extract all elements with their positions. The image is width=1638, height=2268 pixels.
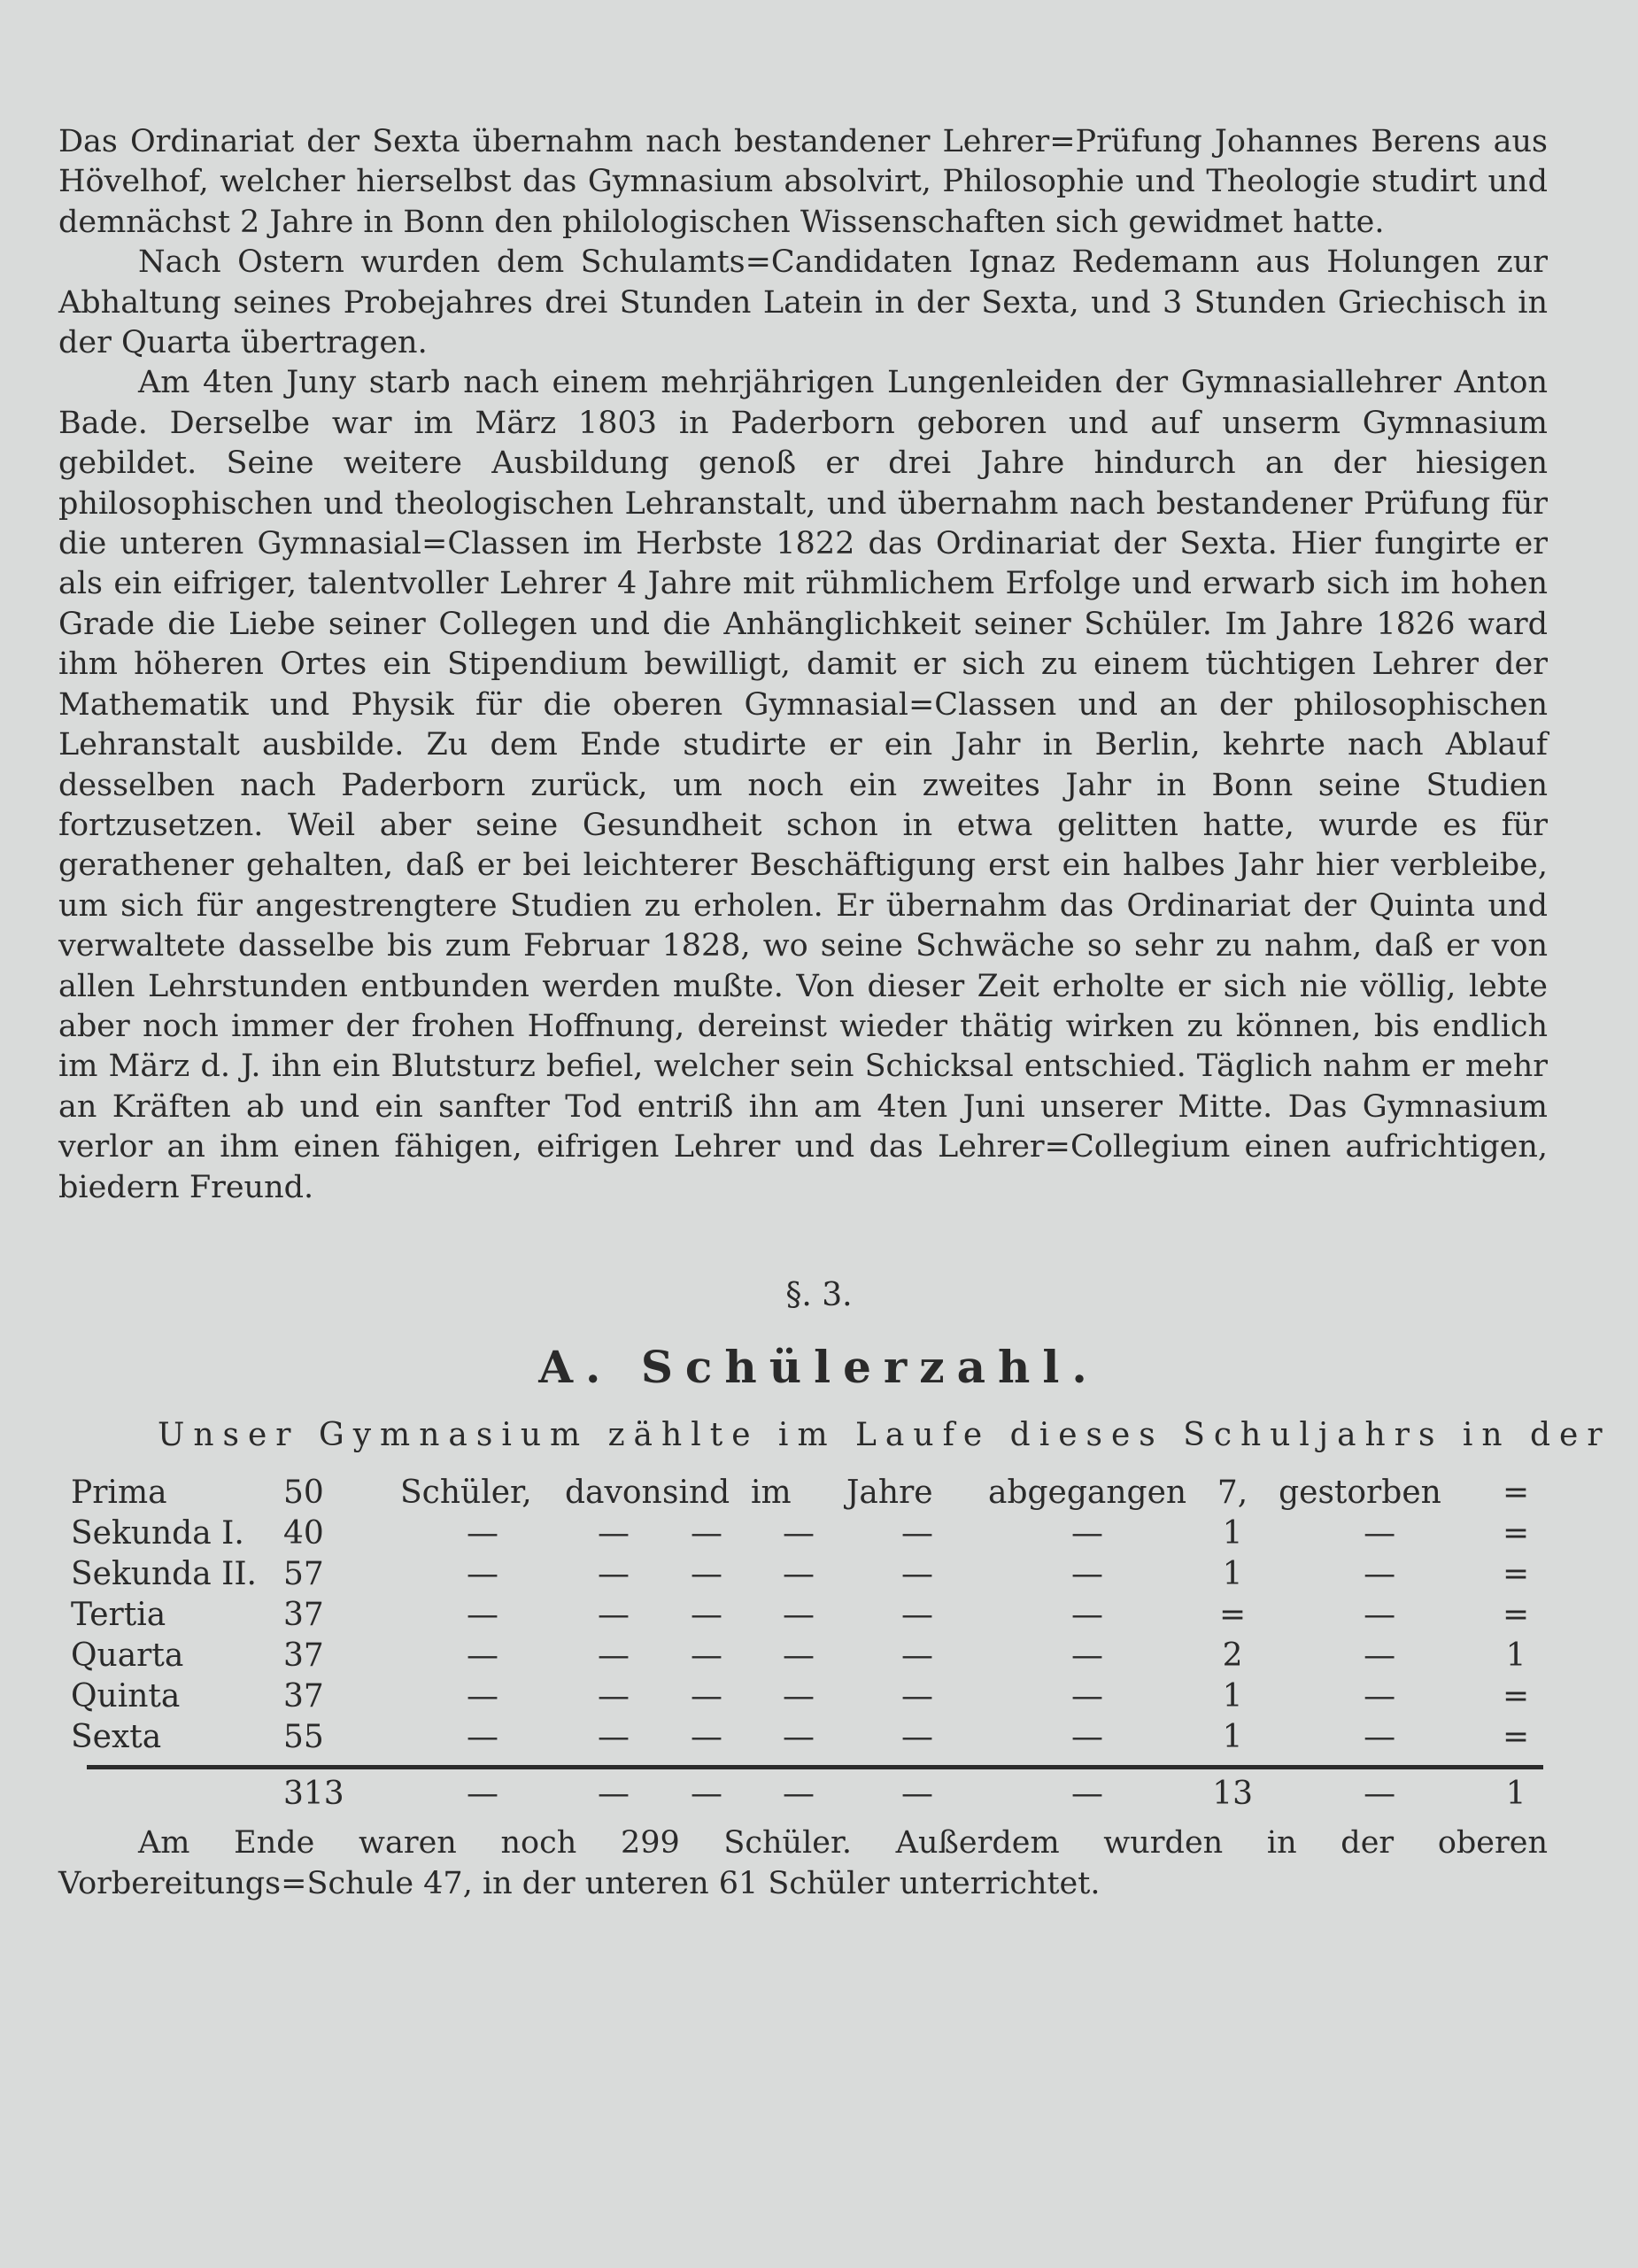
ditto-dash: — (598, 1596, 630, 1633)
total-count: 313 (283, 1776, 344, 1812)
ditto-dash: — (901, 1514, 933, 1552)
table-row (71, 1472, 1551, 1513)
ditto-dash: — (467, 1677, 498, 1715)
total-departed: 13 (1212, 1776, 1253, 1812)
section-heading: A. Schülerzahl. (538, 1341, 1100, 1393)
table-row (71, 1513, 1551, 1553)
student-count: 57 (283, 1555, 324, 1592)
ditto-dash: — (467, 1514, 498, 1552)
ditto-dash: — (467, 1637, 498, 1674)
total-rule-divider (87, 1765, 1543, 1769)
ditto-dash: — (1364, 1637, 1396, 1674)
ditto-dash: — (1071, 1596, 1104, 1633)
departed-count: 1 (1222, 1514, 1243, 1552)
ditto-dash: — (598, 1555, 630, 1592)
student-count: 55 (283, 1718, 324, 1755)
ditto-dash: — (901, 1677, 933, 1715)
ditto-dash: — (783, 1776, 815, 1812)
deceased-count: = (1503, 1514, 1530, 1552)
ditto-dash: — (598, 1718, 630, 1755)
header-word: davon (565, 1474, 662, 1511)
student-count: 40 (283, 1514, 324, 1552)
departed-count: 1 (1222, 1677, 1243, 1715)
closing-text (58, 1823, 1548, 1904)
student-count: 37 (283, 1596, 324, 1633)
ditto-dash: — (783, 1677, 815, 1715)
student-count-table (71, 1472, 1551, 1812)
ditto-dash: — (901, 1776, 933, 1812)
ditto-dash: — (1364, 1596, 1396, 1633)
class-name: Tertia (71, 1596, 166, 1633)
deceased-count: = (1503, 1596, 1530, 1633)
ditto-dash: — (691, 1514, 722, 1552)
deceased-count: = (1503, 1555, 1530, 1592)
ditto-dash: — (467, 1776, 498, 1812)
student-count: 37 (283, 1637, 324, 1674)
table-row (71, 1553, 1551, 1594)
ditto-dash: — (467, 1596, 498, 1633)
ditto-dash: — (1364, 1776, 1396, 1812)
ditto-dash: — (691, 1596, 722, 1633)
ditto-dash: — (901, 1596, 933, 1633)
class-name: Sekunda II. (71, 1555, 257, 1592)
table-row (71, 1676, 1551, 1716)
class-name: Quinta (71, 1677, 181, 1715)
ditto-dash: — (1071, 1677, 1104, 1715)
ditto-dash: — (1071, 1514, 1104, 1552)
ditto-dash: — (467, 1718, 498, 1755)
departed-count: 1 (1222, 1555, 1243, 1592)
ditto-dash: — (1071, 1555, 1104, 1592)
departed-count: 2 (1222, 1637, 1243, 1674)
deceased-count: = (1503, 1677, 1530, 1715)
ditto-dash: — (1364, 1718, 1396, 1755)
class-name: Quarta (71, 1637, 184, 1674)
student-count: 50 (283, 1474, 324, 1511)
class-name: Sekunda I. (71, 1514, 244, 1552)
ditto-dash: — (901, 1555, 933, 1592)
deceased-count: = (1503, 1718, 1530, 1755)
table-row (71, 1635, 1551, 1676)
ditto-dash: — (783, 1637, 815, 1674)
table-intro: Unser Gymnasium zählte im Laufe dieses Schuljahrs in der (158, 1417, 1611, 1453)
ditto-dash: — (691, 1677, 722, 1715)
ditto-dash: — (1071, 1718, 1104, 1755)
header-word: Jahre (846, 1474, 933, 1511)
body-text (58, 122, 1548, 1208)
ditto-dash: — (1364, 1514, 1396, 1552)
paragraph-ordinariat: Das Ordinariat der Sexta übernahm nach bestandener Lehrer=Prüfung Johannes Berens aus Hövelhof, welcher hierselbst das Gymnasium absolvirt, Philosophie und Theologie studirt und demnächst 2 Jahre in Bonn den philologischen Wissenschaften sich gewidmet hatte. (58, 124, 1548, 240)
departed-count: 1 (1222, 1718, 1243, 1755)
ditto-dash: — (1364, 1677, 1396, 1715)
header-word: Schüler, (400, 1474, 532, 1511)
ditto-dash: — (783, 1718, 815, 1755)
section-number: §. 3. (785, 1277, 853, 1313)
class-name: Sexta (71, 1718, 162, 1755)
ditto-dash: — (1364, 1555, 1396, 1592)
ditto-dash: — (691, 1555, 722, 1592)
ditto-dash: — (901, 1718, 933, 1755)
ditto-dash: — (467, 1555, 498, 1592)
deceased-count: 1 (1505, 1637, 1526, 1674)
ditto-dash: — (1071, 1637, 1104, 1674)
ditto-dash: — (783, 1555, 815, 1592)
ditto-dash: — (783, 1596, 815, 1633)
ditto-dash: — (598, 1637, 630, 1674)
ditto-dash: — (691, 1718, 722, 1755)
ditto-dash: — (691, 1776, 722, 1812)
ditto-dash: — (691, 1637, 722, 1674)
header-word: abgegangen (988, 1474, 1187, 1511)
ditto-dash: — (1071, 1776, 1104, 1812)
ditto-dash: — (598, 1677, 630, 1715)
total-deceased: 1 (1505, 1776, 1526, 1812)
table-row (71, 1716, 1551, 1757)
header-word: gestorben (1279, 1474, 1441, 1511)
ditto-dash: — (598, 1776, 630, 1812)
class-name: Prima (71, 1474, 167, 1511)
ditto-dash: — (783, 1514, 815, 1552)
table-row (71, 1594, 1551, 1635)
paragraph-bade-obituary: Am 4ten Juny starb nach einem mehrjährigen Lungenleiden der Gymnasiallehrer Anton Bade. Derselbe war im März 1803 in Paderborn geboren und auf unserm Gymnasium gebildet. Seine weitere Ausbildung genoß er drei Jahre hindurch an der hiesigen philosophischen und theologischen Lehranstalt, und übernahm nach bestandener Prüfung für die unteren Gymnasial=Classen im Herbste 1822 das Ordinariat der Sexta. Hier fungirte er als ein eifriger, talentvoller Lehrer 4 Jahre mit rühmlichem Erfolge und erwarb sich im hohen Grade die Liebe seiner Collegen und die Anhänglichkeit seiner Schüler. Im Jahre 1826 ward ihm höheren Ortes ein Stipendium bewilligt, damit er sich zu einem tüchtigen Lehrer der Mathematik und Physik für die oberen Gymnasial=Classen und an der philosophischen Lehranstalt ausbilde. Zu dem Ende studirte er ein Jahr in Berlin, kehrte nach Ablauf desselben nach Paderborn zurück, um noch ein zweites Jahr in Bonn seine Studien fortzusetzen. Weil aber seine Gesundheit schon in etwa gelitten hatte, wurde es für gerathener gehalten, daß er bei leichterer Beschäftigung erst ein halbes Jahr hier verbleibe, um sich für angestrengtere Studien zu erholen. Er übernahm das Ordinariat der Quinta und verwaltete dasselbe bis zum Februar 1828, wo seine Schwäche so sehr zu nahm, daß er von allen Lehrstunden entbunden werden mußte. Von dieser Zeit erholte er sich nie völlig, lebte aber noch immer der frohen Hoffnung, dereinst wieder thätig wirken zu können, bis endlich im März d. J. ihn ein Blutsturz befiel, welcher sein Schicksal entschied. Täglich nahm er mehr an Kräften ab und ein sanfter Tod entriß ihn am 4ten Juni unserer Mitte. Das Gymnasium verlor an ihm einen fähigen, eifrigen Lehrer und das Lehrer=Collegium einen aufrichtigen, biedern Freund. (58, 365, 1548, 1205)
student-count: 37 (283, 1677, 324, 1715)
ditto-dash: — (901, 1637, 933, 1674)
paragraph-closing: Am Ende waren noch 299 Schüler. Außerdem wurden in der oberen Vorbereitungs=Schule 47, in der unteren 61 Schüler unterrichtet. (58, 1825, 1548, 1901)
header-word: im (751, 1474, 792, 1511)
header-word: sind (662, 1474, 730, 1511)
deceased-count: = (1503, 1474, 1530, 1511)
departed-count: = (1219, 1596, 1247, 1633)
departed-count: 7, (1217, 1474, 1248, 1511)
paragraph-redemann: Nach Ostern wurden dem Schulamts=Candidaten Ignaz Redemann aus Holungen zur Abhaltung seines Probejahres drei Stunden Latein in der Sexta, und 3 Stunden Griechisch in der Quarta übertragen. (58, 244, 1548, 361)
ditto-dash: — (598, 1514, 630, 1552)
